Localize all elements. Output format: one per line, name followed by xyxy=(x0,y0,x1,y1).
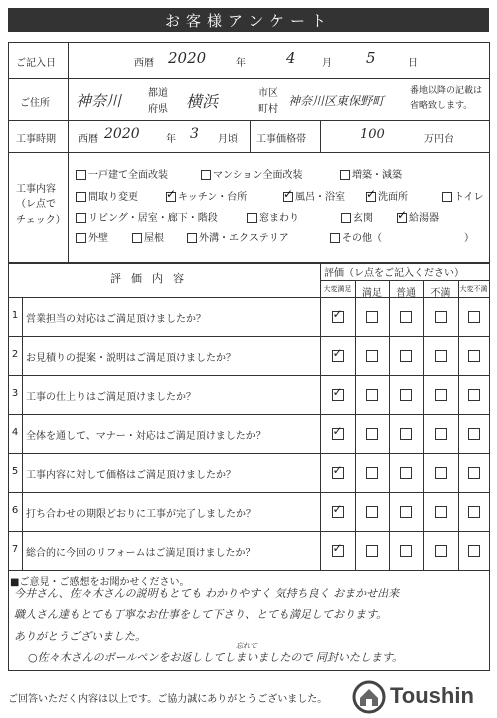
period-label: 工事時期 xyxy=(16,134,56,145)
work-option[interactable] xyxy=(187,229,289,244)
work-label: 工事内容 xyxy=(16,184,56,195)
eval-row-line xyxy=(8,336,489,337)
work-option-label: その他（ xyxy=(342,233,382,244)
question-number: 5 xyxy=(11,466,19,477)
work-option[interactable] xyxy=(442,188,484,203)
address-city: 横浜 xyxy=(186,92,219,111)
work-option-label: キッチン・台所 xyxy=(178,192,248,203)
checkbox[interactable] xyxy=(132,233,142,243)
rating-checkbox[interactable] xyxy=(366,545,378,557)
checkbox[interactable] xyxy=(330,233,340,243)
rating-column-header: 大変満足 xyxy=(323,285,352,293)
date-day: 5 xyxy=(366,49,376,67)
comments-label: ■ご意見・ご感想をお聞かせください。 xyxy=(10,577,190,588)
work-option-label: トイレ xyxy=(454,192,484,203)
question-text: 打ち合わせの期限どおりに工事が完了しましたか？ xyxy=(26,509,256,520)
comment-line-2: 職人さん達もとても丁寧なお仕事をして下さり、とても満足しております。 xyxy=(14,608,388,621)
checkbox[interactable] xyxy=(442,192,452,202)
price-value: 100 xyxy=(360,127,385,142)
rating-checkbox[interactable] xyxy=(400,545,412,557)
rating-checkbox[interactable] xyxy=(468,545,480,557)
rating-checkbox[interactable] xyxy=(435,389,447,401)
question-number: 4 xyxy=(11,427,19,438)
period-era: 西暦 xyxy=(78,134,98,145)
price-unit: 万円台 xyxy=(424,134,454,145)
checkbox[interactable] xyxy=(76,233,86,243)
question-text: 工事の仕上りはご満足頂けましたか？ xyxy=(26,392,196,403)
eval-row-line xyxy=(8,414,489,415)
eval-row-line xyxy=(8,492,489,493)
work-option-label: 屋根 xyxy=(144,233,164,244)
work-sub: （レ点でチェック） xyxy=(16,199,66,226)
work-option[interactable] xyxy=(340,166,402,181)
address-note: 番地以降の記載は省略致します。 xyxy=(410,86,483,111)
rating-column-header: 不満 xyxy=(430,288,451,299)
rating-checkbox[interactable] xyxy=(332,545,344,557)
date-month-unit: 月 xyxy=(322,58,332,69)
checkbox[interactable] xyxy=(76,170,86,180)
checkbox[interactable] xyxy=(76,192,86,202)
rating-checkbox[interactable] xyxy=(400,428,412,440)
rating-checkbox[interactable] xyxy=(366,389,378,401)
work-option[interactable] xyxy=(283,188,345,203)
address-city-unit-bottom: 町村 xyxy=(258,104,278,115)
work-option[interactable] xyxy=(341,209,373,224)
question-text: 営業担当の対応はご満足頂けましたか？ xyxy=(26,314,206,325)
work-option[interactable] xyxy=(201,166,303,181)
checkbox[interactable] xyxy=(340,170,350,180)
rating-checkbox[interactable] xyxy=(366,467,378,479)
work-option-label: 外壁 xyxy=(88,233,108,244)
date-day-unit: 日 xyxy=(408,58,418,69)
comment-line-1: 今井さん、佐々木さんの説明もとても わかりやすく 気持ち良く おまかせ出来 xyxy=(14,587,400,600)
eval-row-line xyxy=(8,375,489,376)
address-pref: 神奈川 xyxy=(76,92,122,110)
work-option[interactable] xyxy=(366,188,408,203)
address-label: ご住所 xyxy=(20,98,50,109)
question-text: 総合的に今回のリフォームはご満足頂けましたか？ xyxy=(26,548,256,559)
rating-checkbox[interactable] xyxy=(400,389,412,401)
eval-row-line xyxy=(8,531,489,532)
eval-col-line xyxy=(423,280,424,570)
rating-checkbox[interactable] xyxy=(435,350,447,362)
comment-line-3: ありがとうございました。 xyxy=(14,630,146,643)
date-era: 西暦 xyxy=(134,58,154,69)
checkbox[interactable] xyxy=(247,213,257,223)
rating-checkbox[interactable] xyxy=(400,467,412,479)
work-option-label: 洗面所 xyxy=(378,192,408,203)
rating-checkbox[interactable] xyxy=(332,389,344,401)
rating-header: 評価（レ点をご記入ください） xyxy=(324,268,464,279)
rating-checkbox[interactable] xyxy=(366,350,378,362)
rating-checkbox[interactable] xyxy=(435,311,447,323)
rating-checkbox[interactable] xyxy=(468,389,480,401)
work-option-label: 間取り変更 xyxy=(88,192,138,203)
house-icon xyxy=(352,680,386,714)
brand-name: Toushin xyxy=(390,683,474,708)
rating-checkbox[interactable] xyxy=(366,428,378,440)
work-other-close: ） xyxy=(464,233,474,244)
rating-checkbox[interactable] xyxy=(435,545,447,557)
period-year-unit: 年 xyxy=(166,134,176,145)
rating-checkbox[interactable] xyxy=(468,311,480,323)
info-col-divider xyxy=(250,120,251,152)
date-label: ご記入日 xyxy=(16,58,56,69)
work-option[interactable] xyxy=(397,209,439,224)
address-city-unit-top: 市区 xyxy=(258,88,278,99)
work-option-label: 給湯器 xyxy=(409,213,439,224)
rating-checkbox[interactable] xyxy=(468,350,480,362)
question-number: 1 xyxy=(11,310,19,321)
work-option-label: 増築・減築 xyxy=(352,170,402,181)
checkbox[interactable] xyxy=(166,192,176,202)
question-number: 2 xyxy=(11,349,19,360)
work-option[interactable] xyxy=(76,188,138,203)
eval-frame xyxy=(8,262,490,571)
work-option[interactable] xyxy=(247,209,299,224)
eval-col-line xyxy=(458,280,459,570)
work-option-label: 玄関 xyxy=(353,213,373,224)
rating-column-header: 普通 xyxy=(396,288,416,299)
date-year: 2020 xyxy=(168,49,207,67)
work-option-label: 窓まわり xyxy=(259,213,299,224)
work-option-label: 外溝・エクステリア xyxy=(199,233,289,244)
question-number: 7 xyxy=(11,544,19,555)
rating-checkbox[interactable] xyxy=(332,350,344,362)
rating-checkbox[interactable] xyxy=(332,467,344,479)
work-option-label: マンション全面改装 xyxy=(213,170,303,181)
work-option[interactable] xyxy=(132,229,164,244)
info-row-divider xyxy=(8,152,489,153)
address-pref-unit-top: 都道 xyxy=(148,88,168,99)
checkbox[interactable] xyxy=(341,213,351,223)
question-number: 6 xyxy=(11,505,19,516)
question-text: お見積りの提案・説明はご満足頂けましたか？ xyxy=(26,353,236,364)
eval-row-line xyxy=(8,453,489,454)
footer-text: ご回答いただく内容は以上です。ご協力誠にありがとうございました。 xyxy=(8,694,328,705)
eval-subhead-line xyxy=(320,280,489,281)
rating-checkbox[interactable] xyxy=(468,467,480,479)
question-text: 全体を通して、マナー・対応はご満足頂けましたか？ xyxy=(26,431,266,442)
checkbox[interactable] xyxy=(283,192,293,202)
address-area: 神奈川区東保野町 xyxy=(288,94,385,108)
eval-header: 評価内容 xyxy=(110,272,194,285)
question-number: 3 xyxy=(11,388,19,399)
comment-line-4: ○佐々木さんのボールペンをお返ししてしまいましたので 同封いたします。 xyxy=(28,651,403,664)
work-option[interactable] xyxy=(76,166,168,181)
question-text: 工事内容に対して価格はご満足頂けましたか？ xyxy=(26,470,236,481)
brand-logo xyxy=(352,680,386,714)
rating-checkbox[interactable] xyxy=(468,506,480,518)
rating-checkbox[interactable] xyxy=(332,311,344,323)
info-row-divider xyxy=(8,78,489,79)
period-month-unit: 月頃 xyxy=(218,134,238,145)
checkbox[interactable] xyxy=(187,233,197,243)
comment-insert: 忘れて xyxy=(236,642,257,650)
checkbox[interactable] xyxy=(366,192,376,202)
work-option-label: 一戸建て全面改装 xyxy=(88,170,168,181)
rating-checkbox[interactable] xyxy=(435,467,447,479)
rating-checkbox[interactable] xyxy=(332,428,344,440)
checkbox[interactable] xyxy=(76,213,86,223)
rating-checkbox[interactable] xyxy=(400,311,412,323)
eval-col-divider xyxy=(320,262,321,570)
checkbox[interactable] xyxy=(397,213,407,223)
eval-no-divider xyxy=(22,297,23,570)
checkbox[interactable] xyxy=(201,170,211,180)
eval-top xyxy=(8,262,489,263)
rating-column-header: 大変不満 xyxy=(459,285,488,293)
rating-checkbox[interactable] xyxy=(435,506,447,518)
eval-col-line xyxy=(389,280,390,570)
price-label: 工事価格帯 xyxy=(256,134,306,145)
work-option-label: リビング・居室・廊下・階段 xyxy=(88,213,218,224)
address-pref-unit-bottom: 府県 xyxy=(148,104,168,115)
rating-checkbox[interactable] xyxy=(400,506,412,518)
page-title: お客様アンケート xyxy=(164,12,333,30)
work-option[interactable] xyxy=(166,188,247,203)
work-option[interactable] xyxy=(330,229,382,244)
rating-checkbox[interactable] xyxy=(435,428,447,440)
work-option[interactable] xyxy=(76,229,108,244)
rating-column-header: 満足 xyxy=(362,288,382,299)
rating-checkbox[interactable] xyxy=(400,350,412,362)
rating-checkbox[interactable] xyxy=(468,428,480,440)
eval-col-line xyxy=(355,280,356,570)
date-month: 4 xyxy=(286,49,296,67)
info-row-divider xyxy=(8,120,489,121)
work-option[interactable] xyxy=(76,209,218,224)
period-year: 2020 xyxy=(104,126,140,142)
period-month: 3 xyxy=(190,126,199,142)
date-year-unit: 年 xyxy=(236,58,246,69)
rating-checkbox[interactable] xyxy=(332,506,344,518)
rating-checkbox[interactable] xyxy=(366,506,378,518)
work-option-label: 風呂・浴室 xyxy=(295,192,345,203)
rating-checkbox[interactable] xyxy=(366,311,378,323)
info-col-divider xyxy=(320,120,321,152)
